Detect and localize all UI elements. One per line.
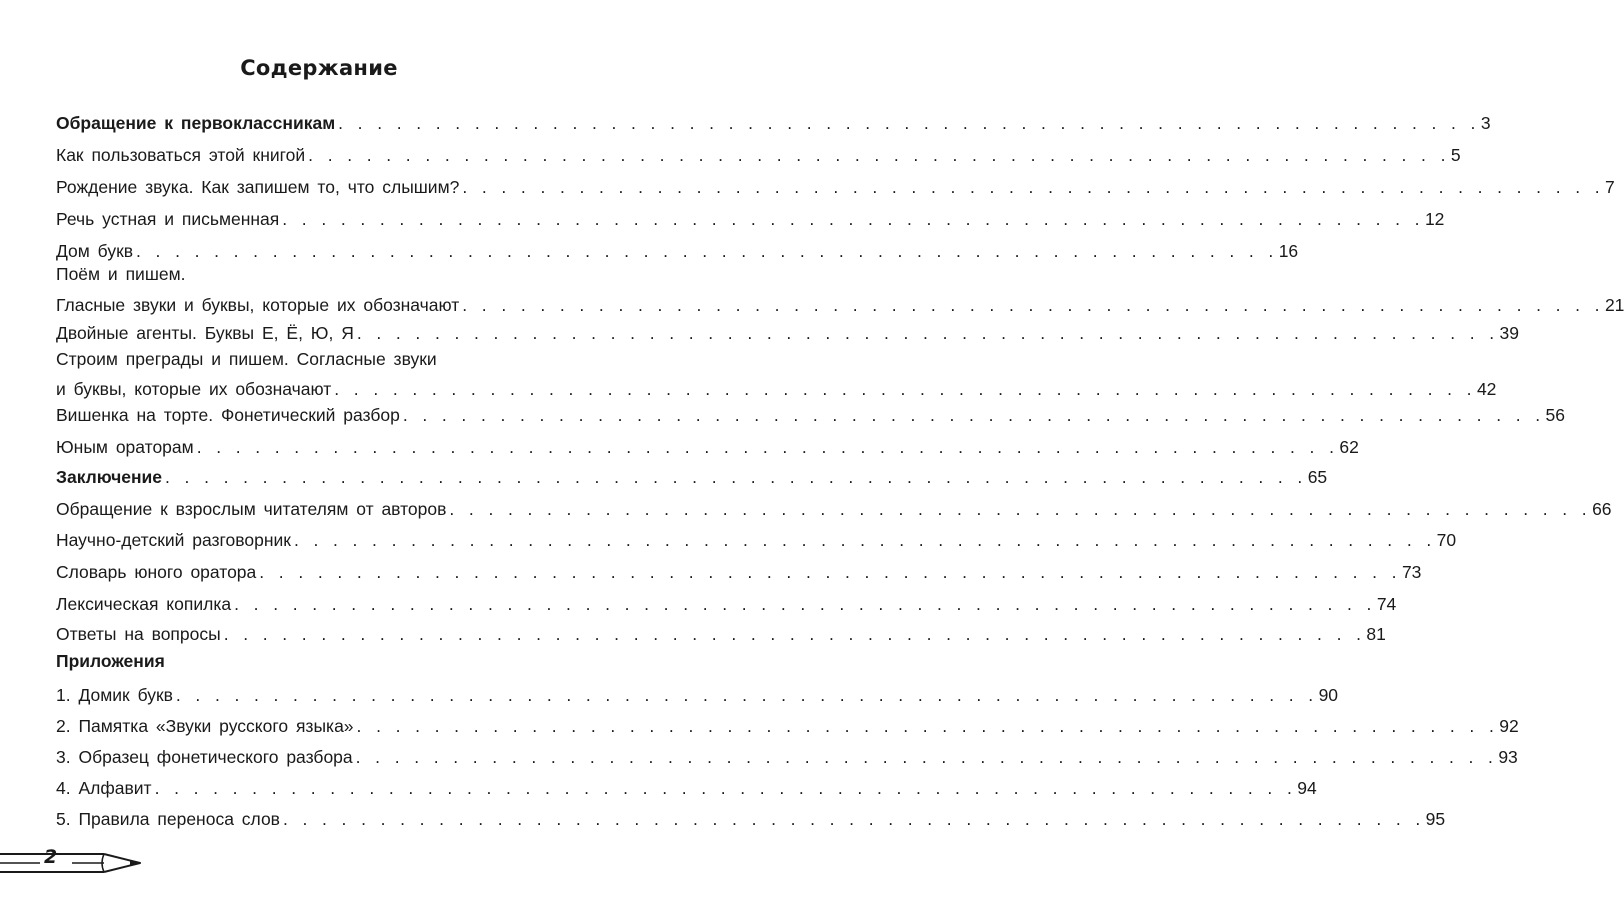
toc-entry-page: 7 <box>1605 177 1615 197</box>
dot-leader: . . . . . . . . . . . . . . . . . . . . . . . . . . . . . . . . . . . . . . . . . . . . . . . . . . . . . . . . . . . <box>462 177 1604 197</box>
toc-entry[interactable] <box>56 589 1397 615</box>
dot-leader: . . . . . . . . . . . . . . . . . . . . . . . . . . . . . . . . . . . . . . . . . . . . . . . . . . . . . . . . . . . <box>165 467 1306 487</box>
toc-entry-title: Обращение к взрослым читателям от авторов <box>56 499 447 519</box>
toc-entry[interactable] <box>56 525 1457 551</box>
toc-entry-title-line1: Поём и пишем. <box>56 264 186 284</box>
toc-entry-title: Двойные агенты. Буквы Е, Ё, Ю, Я <box>56 323 354 343</box>
toc-entry[interactable] <box>56 318 1519 344</box>
dot-leader: . . . . . . . . . . . . . . . . . . . . . . . . . . . . . . . . . . . . . . . . . . . . . . . . . . . . . . . . . . . <box>196 437 1338 457</box>
dot-leader: . . . . . . . . . . . . . . . . . . . . . . . . . . . . . . . . . . . . . . . . . . . . . . . . . . . . . . . . . . . <box>334 379 1475 399</box>
toc-entry-page: 56 <box>1545 405 1565 425</box>
dot-leader: . . . . . . . . . . . . . . . . . . . . . . . . . . . . . . . . . . . . . . . . . . . . . . . . . . . . . . . . . . . <box>356 323 1498 343</box>
dot-leader: . . . . . . . . . . . . . . . . . . . . . . . . . . . . . . . . . . . . . . . . . . . . . . . . . . . . . . . . . . . <box>136 241 1277 261</box>
toc-entry-title: Гласные звуки и буквы, которые их обозначают <box>56 295 460 315</box>
appendix-entry-page: 93 <box>1498 747 1518 767</box>
appendix-entry-page: 92 <box>1499 716 1519 736</box>
appendix-entry-title: 1. Домик букв <box>56 685 173 705</box>
dot-leader: . . . . . . . . . . . . . . . . . . . . . . . . . . . . . . . . . . . . . . . . . . . . . . . . . . . . . . . . . . . <box>462 295 1603 315</box>
toc-entry-page: 5 <box>1450 145 1461 165</box>
toc-entry-title: Рождение звука. Как запишем то, что слышим? <box>56 177 460 197</box>
appendix-entry-page: 95 <box>1425 809 1446 829</box>
dot-leader: . . . . . . . . . . . . . . . . . . . . . . . . . . . . . . . . . . . . . . . . . . . . . . . . . . . . . . . . . . . <box>293 530 1435 550</box>
page-number: 2 <box>44 846 58 868</box>
toc-entry-title: Лексическая копилка <box>56 594 232 614</box>
toc-entry-page: 62 <box>1339 437 1359 457</box>
page-title: Содержание <box>240 56 398 80</box>
toc-entry-title: Научно-детский разговорник <box>56 530 291 550</box>
appendix-entry[interactable] <box>56 680 1339 706</box>
appendix-entry-page: 94 <box>1297 778 1317 798</box>
dot-leader: . . . . . . . . . . . . . . . . . . . . . . . . . . . . . . . . . . . . . . . . . . . . . . . . . . . . . . . . . . . <box>223 624 1365 644</box>
dot-leader: . . . . . . . . . . . . . . . . . . . . . . . . . . . . . . . . . . . . . . . . . . . . . . . . . . . . . . . . . . . <box>356 716 1498 736</box>
toc-entry-title: Дом букв <box>56 241 134 261</box>
toc-entry[interactable] <box>56 290 1624 316</box>
appendix-entry-page: 90 <box>1318 685 1339 705</box>
dot-leader: . . . . . . . . . . . . . . . . . . . . . . . . . . . . . . . . . . . . . . . . . . . . . . . . . . . . . . . . . . . <box>282 209 1423 229</box>
dot-leader: . . . . . . . . . . . . . . . . . . . . . . . . . . . . . . . . . . . . . . . . . . . . . . . . . . . . . . . . . . . <box>234 594 1375 614</box>
toc-entry[interactable] <box>56 400 1565 426</box>
toc-entry[interactable] <box>56 619 1386 645</box>
toc-entry-page: 65 <box>1307 467 1328 487</box>
appendix-entry[interactable] <box>56 711 1519 737</box>
toc-entry[interactable] <box>56 462 1328 488</box>
appendix-entry-title: 3. Образец фонетического разбора <box>56 747 353 767</box>
toc-entry-title: и буквы, которые их обозначают <box>56 379 332 399</box>
toc-entry[interactable] <box>56 494 1612 520</box>
toc-entry[interactable] <box>56 172 1615 198</box>
toc-entry-title: Вишенка на торте. Фонетический разбор <box>56 405 400 425</box>
toc-entry[interactable] <box>56 432 1359 458</box>
dot-leader: . . . . . . . . . . . . . . . . . . . . . . . . . . . . . . . . . . . . . . . . . . . . . . . . . . . . . . . . . . . <box>402 405 1544 425</box>
toc-entry-title-line1: Строим преграды и пишем. Согласные звуки <box>56 349 437 369</box>
dot-leader: . . . . . . . . . . . . . . . . . . . . . . . . . . . . . . . . . . . . . . . . . . . . . . . . . . . . . . . . . . . <box>355 747 1497 767</box>
toc-entry-page: 12 <box>1424 209 1445 229</box>
toc-entry-page: 21 <box>1604 295 1624 315</box>
toc-entry[interactable] <box>56 140 1461 166</box>
toc-entry-page: 74 <box>1376 594 1397 614</box>
dot-leader: . . . . . . . . . . . . . . . . . . . . . . . . . . . . . . . . . . . . . . . . . . . . . . . . . . . . . . . . . . . <box>259 562 1400 582</box>
toc-entry-page: 3 <box>1480 113 1491 133</box>
toc-entry-page: 81 <box>1366 624 1386 644</box>
toc-entry[interactable] <box>56 236 1299 262</box>
toc-entry-page: 16 <box>1278 241 1299 261</box>
dot-leader: . . . . . . . . . . . . . . . . . . . . . . . . . . . . . . . . . . . . . . . . . . . . . . . . . . . . . . . . . . . <box>175 685 1317 705</box>
toc-entry-title: Речь устная и письменная <box>56 209 280 229</box>
dot-leader: . . . . . . . . . . . . . . . . . . . . . . . . . . . . . . . . . . . . . . . . . . . . . . . . . . . . . . . . . . . <box>449 499 1591 519</box>
toc-entry[interactable] <box>56 108 1491 134</box>
toc-entry-title: Как пользоваться этой книгой <box>56 145 306 165</box>
appendix-heading: Приложения <box>56 651 165 671</box>
appendix-entry[interactable] <box>56 742 1518 768</box>
toc-entry-page: 73 <box>1401 562 1422 582</box>
toc-entry-page: 39 <box>1499 323 1519 343</box>
toc-entry-title: Юным ораторам <box>56 437 194 457</box>
toc-entry[interactable] <box>56 374 1497 400</box>
dot-leader: . . . . . . . . . . . . . . . . . . . . . . . . . . . . . . . . . . . . . . . . . . . . . . . . . . . . . . . . . . . <box>308 145 1449 165</box>
toc-entry-page: 66 <box>1592 499 1612 519</box>
appendix-entry-title: 4. Алфавит <box>56 778 152 798</box>
appendix-entry[interactable] <box>56 804 1446 830</box>
appendix-entry-title: 2. Памятка «Звуки русского языка» <box>56 716 354 736</box>
toc-entry-title: Словарь юного оратора <box>56 562 257 582</box>
dot-leader: . . . . . . . . . . . . . . . . . . . . . . . . . . . . . . . . . . . . . . . . . . . . . . . . . . . . . . . . . . . <box>338 113 1479 133</box>
toc-entry[interactable] <box>56 204 1445 230</box>
toc-entry[interactable] <box>56 557 1422 583</box>
toc-entry-page: 70 <box>1436 530 1457 550</box>
dot-leader: . . . . . . . . . . . . . . . . . . . . . . . . . . . . . . . . . . . . . . . . . . . . . . . . . . . . . . . . . . . <box>154 778 1296 798</box>
dot-leader: . . . . . . . . . . . . . . . . . . . . . . . . . . . . . . . . . . . . . . . . . . . . . . . . . . . . . . . . . . . <box>282 809 1424 829</box>
appendix-entry-title: 5. Правила переноса слов <box>56 809 280 829</box>
appendix-entry[interactable] <box>56 773 1317 799</box>
toc-entry-title: Заключение <box>56 467 163 487</box>
toc-entry-title: Ответы на вопросы <box>56 624 221 644</box>
toc-entry-title: Обращение к первоклассникам <box>56 113 336 133</box>
pencil-icon <box>0 842 160 882</box>
toc-entry-page: 42 <box>1476 379 1497 399</box>
